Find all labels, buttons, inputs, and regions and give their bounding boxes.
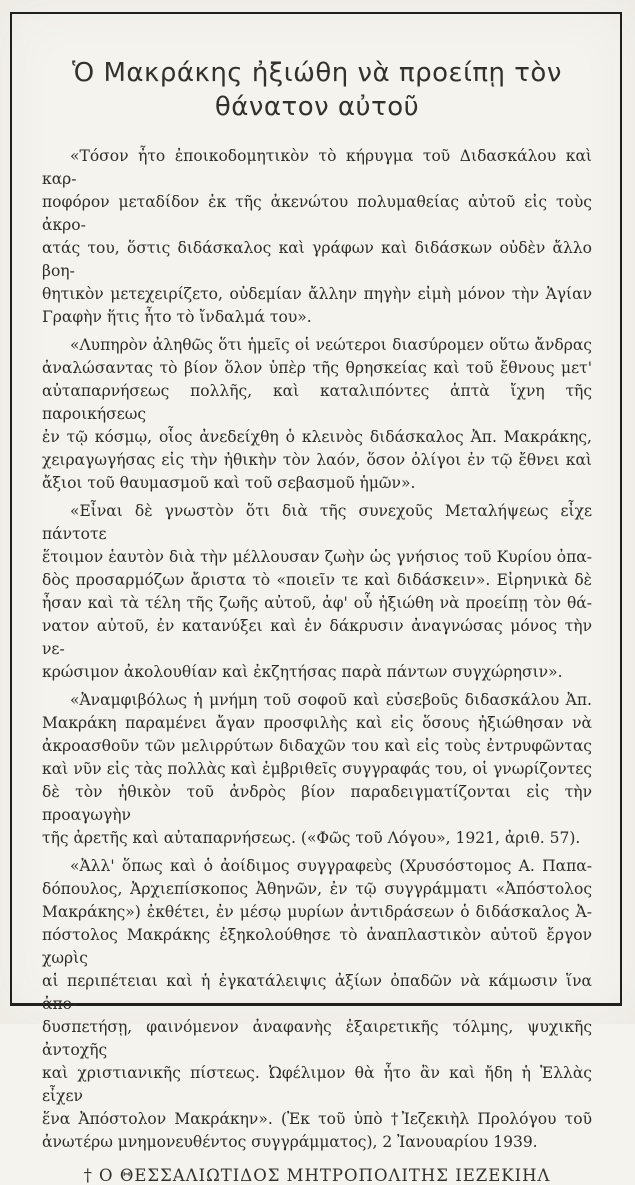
page-content — [12, 14, 620, 1185]
text-line: ἕτοιμον ἑαυτὸν διὰ τὴν μέλλουσαν ζωὴν ὡς γνήσιος τοῦ Κυρίου ὀπα- — [42, 548, 592, 566]
text-line: ποφόρον μεταδίδον ἐκ τῆς ἀκενώτου πολυμαθείας αὐτοῦ εἰς τοὺς ἀκρο- — [42, 193, 592, 234]
text-line: τῆς ἀρετῆς καὶ αὐταπαρνήσεως. («Φῶς τοῦ Λόγου», 1921, ἀριθ. 57). — [42, 829, 581, 847]
text-line: κρώσιμον ἀκολουθίαν καὶ ἐκζητήσας παρὰ πάντων συγχώρησιν». — [42, 663, 563, 681]
text-line: «Λυπηρὸν ἀληθῶς ὅτι ἡμεῖς οἱ νεώτεροι διασύρομεν οὕτω ἄνδρας — [70, 336, 592, 354]
text-line: ἀκροασθοῦν τῶν μελιρρύτων διδαχῶν του καὶ εἰς τοὺς ἐντρυφῶντας — [42, 737, 592, 755]
text-line: «Ἀναμφιβόλως ἡ μνήμη τοῦ σοφοῦ καὶ εὐσεβοῦς διδασκάλου Ἀπ. — [70, 691, 592, 709]
text-line: δὲ τὸν ἠθικὸν τοῦ ἀνδρὸς βίον παραδειγματίζονται εἰς τὴν προαγωγὴν — [42, 783, 592, 824]
text-line: χειραγωγήσας εἰς τὴν ἠθικὴν τὸν λαόν, ὅσον ὀλίγοι ἐν τῷ ἔθνει καὶ — [42, 451, 592, 469]
text-line: «Εἶναι δὲ γνωστὸν ὅτι διὰ τῆς συνεχοῦς Μεταλήψεως εἶχε πάντοτε — [42, 502, 592, 543]
page-border-frame — [10, 12, 622, 1185]
text-line: «Ἀλλ' ὅπως καὶ ὁ ἀοίδιμος συγγραφεὺς (Χρυσόστομος Α. Παπα- — [70, 857, 592, 875]
text-line: δόπουλος, Ἀρχιεπίσκοπος Ἀθηνῶν, ἐν τῷ συγγράμματι «Ἀπόστολος — [42, 880, 592, 898]
paragraph — [42, 334, 592, 495]
page-title-line-2: θάνατον αὐτοῦ — [214, 92, 420, 122]
text-line: «Τόσον ἦτο ἐποικοδομητικὸν τὸ κήρυγμα τοῦ Διδασκάλου καὶ καρ- — [42, 147, 592, 188]
text-line: ἐν τῷ κόσμῳ, οἷος ἀνεδείχθη ὁ κλεινὸς διδάσκαλος Ἀπ. Μακράκης, — [42, 428, 592, 446]
text-line: Μακράκη παραμένει ἄγαν προσφιλὴς καὶ εἰς ὅσους ἠξιώθησαν νὰ — [42, 714, 592, 732]
text-line: Μακράκης») ἐκθέτει, ἐν μέσῳ μυρίων ἀντιδράσεων ὁ διδάσκαλος Ἀ- — [42, 903, 592, 921]
text-line: δυσπετήσῃ, φαινόμενον ἀναφανὴς ἐξαιρετικῆς τόλμης, ψυχικῆς ἀντοχῆς — [42, 1018, 592, 1059]
paragraph — [42, 145, 592, 329]
text-line: ἀναλώσαντας τὸ βίον ὅλον ὑπὲρ τῆς θρησκείας καὶ τοῦ ἔθνους μετ' — [42, 359, 592, 377]
page-title-line-1: Ὁ Μακράκης ἠξιώθη νὰ προείπῃ τὸν — [72, 58, 562, 88]
text-line: καὶ χριστιανικῆς πίστεως. Ὠφέλιμον θὰ ἦτο ἂν καὶ ἤδη ἡ Ἑλλὰς εἶχεν — [42, 1064, 592, 1105]
text-line: καὶ νῦν εἰς τὰς πολλὰς καὶ ἐμβριθεῖς συγγραφάς του, οἱ γνωρίζοντες — [42, 760, 592, 778]
text-line: Γραφὴν ἥτις ἦτο τὸ ἴνδαλμά του». — [42, 308, 312, 326]
text-line: αἱ περιπέτειαι καὶ ἡ ἐγκατάλειψις ἀξίων ὀπαδῶν νὰ κάμωσιν ἵνα ἀπο- — [42, 972, 592, 1013]
text-line: ατάς του, ὅστις διδάσκαλος καὶ γράφων καὶ διδάσκων οὐδὲν ἄλλο βοη- — [42, 239, 592, 280]
paragraph — [42, 689, 592, 850]
text-line: ἦσαν καὶ τὰ τέλη τῆς ζωῆς αὐτοῦ, ἀφ' οὗ ἠξιώθη νὰ προείπῃ τὸν θά- — [42, 594, 592, 612]
text-line: νατον αὐτοῦ, ἐν κατανύξει καὶ ἐν δάκρυσιν ἀναγνώσας μόνος τὴν νε- — [42, 617, 592, 658]
text-line: αὐταπαρνήσεως πολλῆς, καὶ καταλιπόντες ἁπτὰ ἴχνη τῆς παροικήσεως — [42, 382, 592, 423]
text-line: ἕνα Ἀπόστολον Μακράκην». (Ἐκ τοῦ ὑπὸ †Ἰεζεκιὴλ Προλόγου τοῦ — [42, 1110, 592, 1128]
text-line: ἀνωτέρω μνημονευθέντος συγγράμματος), 2 Ἰανουαρίου 1939. — [42, 1133, 538, 1151]
page-title — [42, 56, 592, 124]
text-line: ἄξιοι τοῦ θαυμασμοῦ καὶ τοῦ σεβασμοῦ ἡμῶν». — [42, 474, 416, 492]
text-line: δὸς προσαρμόζων ἄριστα τὸ «ποιεῖν τε καὶ διδάσκειν». Εἰρηνικὰ δὲ — [42, 571, 592, 589]
paragraph — [42, 855, 592, 1154]
text-line: πόστολος Μακράκης ἐξηκολούθησε τὸ ἀναπλαστικὸν αὐτοῦ ἔργον χωρὶς — [42, 926, 592, 967]
body-text — [42, 145, 592, 1154]
signature-line: † Ο ΘΕΣΣΑΛΙΩΤΙΔΟΣ ΜΗΤΡΟΠΟΛΙΤΗΣ ΙΕΖΕΚΙΗΛ — [83, 1166, 551, 1185]
text-line: θητικὸν μετεχειρίζετο, οὐδεμίαν ἄλλην πηγὴν εἰμὴ μόνον τὴν Ἁγίαν — [42, 285, 592, 303]
paragraph — [42, 500, 592, 684]
